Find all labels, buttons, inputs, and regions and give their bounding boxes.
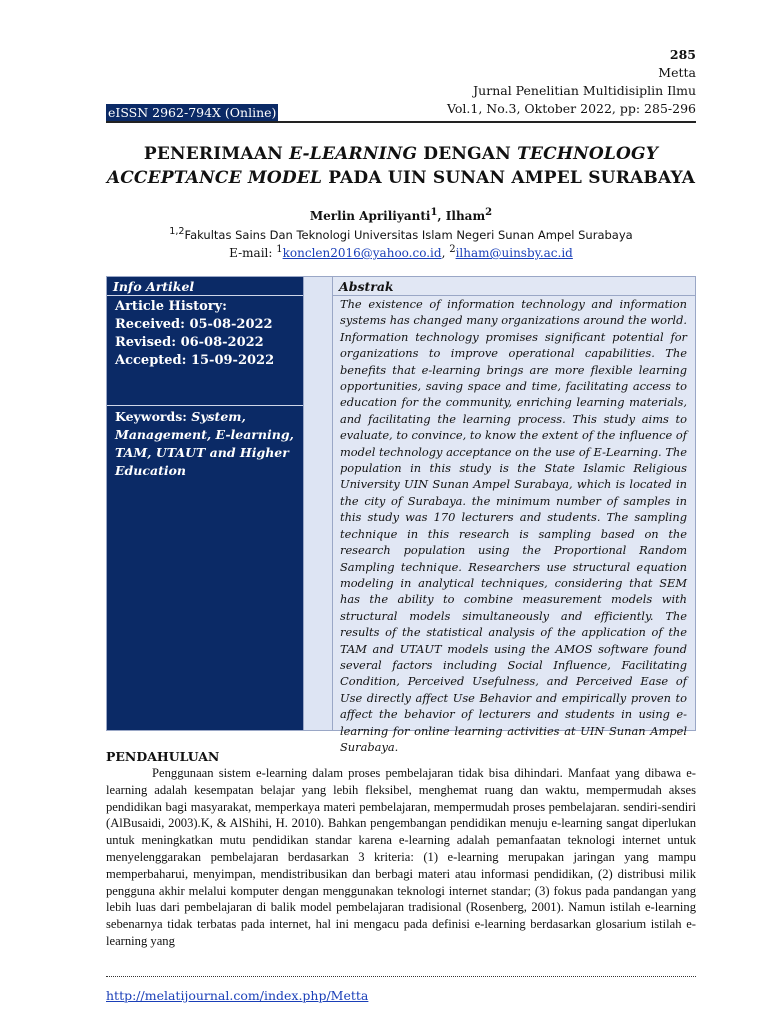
journal-name: Jurnal Penelitian Multidisiplin Ilmu [473,83,696,98]
journal-url-link[interactable]: http://melatijournal.com/index.php/Metta [106,988,369,1003]
email-link-2[interactable]: ilham@uinsby.ac.id [455,246,573,260]
volume-info: Vol.1, No.3, Oktober 2022, pp: 285-296 [447,101,696,116]
author-1: Merlin Apriliyanti [309,209,431,223]
table-spacer-column [304,276,332,731]
journal-short-name: Metta [658,65,696,80]
revised-date: Revised: 06-08-2022 [115,335,264,350]
author-2: Ilham [445,209,486,223]
email-link-1[interactable]: konclen2016@yahoo.co.id [282,246,442,260]
keywords: Keywords: System, Management, E-learning, TAM, UTAUT and Higher Education [107,405,303,482]
abstract-panel [332,276,696,754]
abstract-heading: Abstrak [333,277,695,296]
author-list: Merlin Apriliyanti$^1$, Ilham$^2$ [309,207,493,223]
received-date: Received: 05-08-2022 [115,317,273,332]
journal-header [447,46,696,118]
paper-title: PENERIMAAN E-LEARNING DENGAN TECHNOLOGY ACCEPTANCE MODEL PADA UIN SUNAN AMPEL SURABAYA [106,144,696,188]
footer-dotted-rule [106,976,696,977]
issn-badge: eISSN 2962-794X (Online) [108,105,277,120]
article-info-panel [106,276,304,731]
abstract-text: The existence of information technology and information systems has changed many organizations around the world. Information technology promises significant potential for organizations to improve operational capabilities. The benefits that e-learning brings are more flexible learning opportunities, saving space and time, facilitating access to education for the community, enriching learning materials, and facilitating the learning process. This study aims to evaluate, to convince, to know the extent of the influence of model technology acceptance on the use of E-Learning. The population in this study is the State Islamic Religious University UIN Sunan Ampel Surabaya, which is located in the city of Surabaya. the minimum number of samples in this study was 170 lecturers and students. The sampling technique in this research is sampling based on the research population using the Proportional Random Sampling technique. Researchers use structural equation modeling in analytical techniques, considering that SEM has the ability to combine measurement models with structural models simultaneously and efficiently. The results of the statistical analysis of the application of the TAM and UTAUT models using the AMOS software found several factors including Social Influence, Facilitating Condition, Perceived Usefulness, and Perceived Ease of Use directly affect Use Behavior and empirically proven to affect the behavior of lecturers and students in using e-learning for online learning activities at UIN Sunan Ampel Surabaya. [340,297,687,754]
article-history: Article History: Received: 05-08-2022 Revised: 06-08-2022 Accepted: 15-09-2022 [107,296,303,372]
email-line: E-mail: $^1$konclen2016@yahoo.co.id, $^2$ilham@uinsby.ac.id [229,244,573,260]
page-number: 285 [669,47,696,62]
intro-paragraph: Penggunaan sistem e-learning dalam proses pembelajaran tidak bisa dihindari. Manfaat yang dibawa e-learning adalah kesempatan belajar yang lebih fleksibel, menghemat ruang dan waktu, mempermudah akses pendidikan bagi masyarakat, memperkaya materi pembelajaran, mempermudah proses pembelajaran. sendiri-sendiri (AlBusaidi, 2003).K, & AlShihi, H. 2010). Bahkan pengembangan pendidikan menuju e-learning sangat diperlukan untuk meningkatkan mutu pendidikan standar karena e-learning adalah pemanfaatan teknologi internet untuk menyelenggarakan pembelajaran berdasarkan 3 kriteria: (1) e-learning merupakan jaringan yang mampu memperbaharui, menyimpan, mendistribusikan dan berbagi materi atau informasi pendidikan, (2) distribusi milik pengguna akhir melalui komputer dengan menggunakan teknologi internet standar; (3) fokus pada pandangan yang lebih luas dari pembelajaran di balik model pembelajaran tradisional (Rosenberg, 2001). Namun istilah e-learning sebenarnya tidak terbatas pada internet, hal ini mengacu pada definisi e-learning berdasarkan glosarium istilah e-learning yang [106,766,696,948]
accepted-date: Accepted: 15-09-2022 [115,353,275,368]
info-heading: Info Artikel [107,277,303,296]
affiliation: $^{1,2}$Fakultas Sains Dan Teknologi Universitas Islam Negeri Sunan Ampel Surabaya [169,226,633,242]
keywords-list: System, Management, E-learning, TAM, UTAUT and Higher Education [115,409,294,478]
section-heading: PENDAHULUAN [106,749,220,764]
header-rule [106,121,696,123]
